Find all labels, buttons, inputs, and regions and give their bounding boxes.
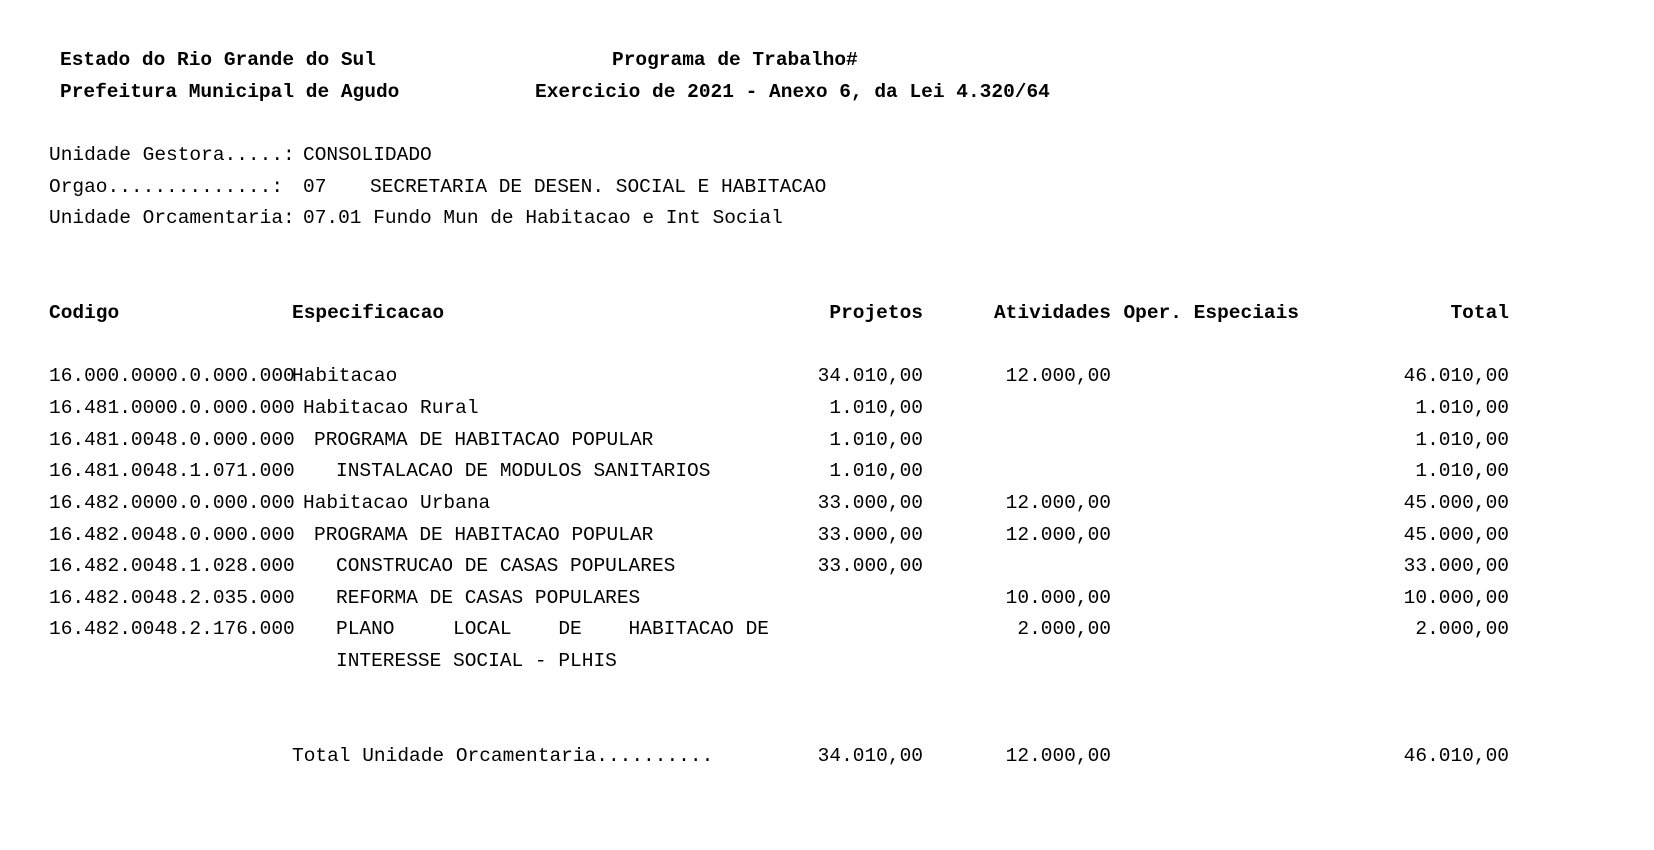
row-code: 16.481.0048.0.000.000 [49,429,295,451]
row-total: 10.000,00 [1403,587,1509,609]
row-spec-continuation: INTERESSE SOCIAL - PLHIS [336,650,617,672]
row-total: 45.000,00 [1403,524,1509,546]
row-code: 16.000.0000.0.000.000 [49,365,295,387]
row-spec: PLANO LOCAL DE HABITACAO DE [336,618,769,640]
row-total: 33.000,00 [1403,555,1509,577]
header-exercise: Exercicio de 2021 - Anexo 6, da Lei 4.320/64 [535,81,1050,103]
row-projetos: 33.000,00 [817,555,923,577]
row-atividades: 12.000,00 [1005,492,1111,514]
total-total: 46.010,00 [1403,745,1509,767]
row-total: 45.000,00 [1403,492,1509,514]
row-projetos: 33.000,00 [817,492,923,514]
row-spec: CONSTRUCAO DE CASAS POPULARES [336,555,676,577]
row-atividades: 12.000,00 [1005,365,1111,387]
unidade-orcamentaria-label: Unidade Orcamentaria: [49,207,295,229]
row-atividades: 12.000,00 [1005,524,1111,546]
total-label: Total Unidade Orcamentaria.......... [292,745,714,767]
row-spec: Habitacao Rural [303,397,479,419]
row-code: 16.482.0048.2.176.000 [49,618,295,640]
total-atividades: 12.000,00 [1005,745,1111,767]
row-projetos: 1.010,00 [829,397,923,419]
row-projetos: 1.010,00 [829,429,923,451]
row-total: 1.010,00 [1415,397,1509,419]
row-code: 16.482.0048.2.035.000 [49,587,295,609]
orgao-name: SECRETARIA DE DESEN. SOCIAL E HABITACAO [370,176,827,198]
total-projetos: 34.010,00 [817,745,923,767]
row-code: 16.482.0048.0.000.000 [49,524,295,546]
row-spec: PROGRAMA DE HABITACAO POPULAR [314,429,654,451]
col-header-codigo: Codigo [49,302,120,324]
unidade-orcamentaria-value: 07.01 Fundo Mun de Habitacao e Int Social [303,207,783,229]
row-total: 46.010,00 [1403,365,1509,387]
row-spec: REFORMA DE CASAS POPULARES [336,587,641,609]
col-header-total: Total [1450,302,1509,324]
unidade-gestora-label: Unidade Gestora.....: [49,144,295,166]
row-code: 16.482.0048.1.028.000 [49,555,295,577]
col-header-oper-especiais: Oper. Especiais [1123,302,1299,324]
row-spec: Habitacao Urbana [303,492,491,514]
row-code: 16.481.0048.1.071.000 [49,460,295,482]
row-total: 2.000,00 [1415,618,1509,640]
row-atividades: 10.000,00 [1005,587,1111,609]
row-spec: PROGRAMA DE HABITACAO POPULAR [314,524,654,546]
row-total: 1.010,00 [1415,429,1509,451]
unidade-gestora-value: CONSOLIDADO [303,144,432,166]
header-program: Programa de Trabalho# [612,49,858,71]
row-code: 16.482.0000.0.000.000 [49,492,295,514]
orgao-label: Orgao..............: [49,176,284,198]
header-state: Estado do Rio Grande do Sul [60,49,376,71]
row-spec: INSTALACAO DE MODULOS SANITARIOS [336,460,711,482]
row-projetos: 33.000,00 [817,524,923,546]
orgao-code: 07 [303,176,327,198]
row-projetos: 1.010,00 [829,460,923,482]
row-projetos: 34.010,00 [817,365,923,387]
col-header-projetos: Projetos [829,302,923,324]
col-header-atividades: Atividades [993,302,1111,324]
row-spec: Habitacao [292,365,398,387]
row-atividades: 2.000,00 [1017,618,1111,640]
row-code: 16.481.0000.0.000.000 [49,397,295,419]
col-header-especificacao: Especificacao [292,302,445,324]
row-total: 1.010,00 [1415,460,1509,482]
header-prefecture: Prefeitura Municipal de Agudo [60,81,400,103]
